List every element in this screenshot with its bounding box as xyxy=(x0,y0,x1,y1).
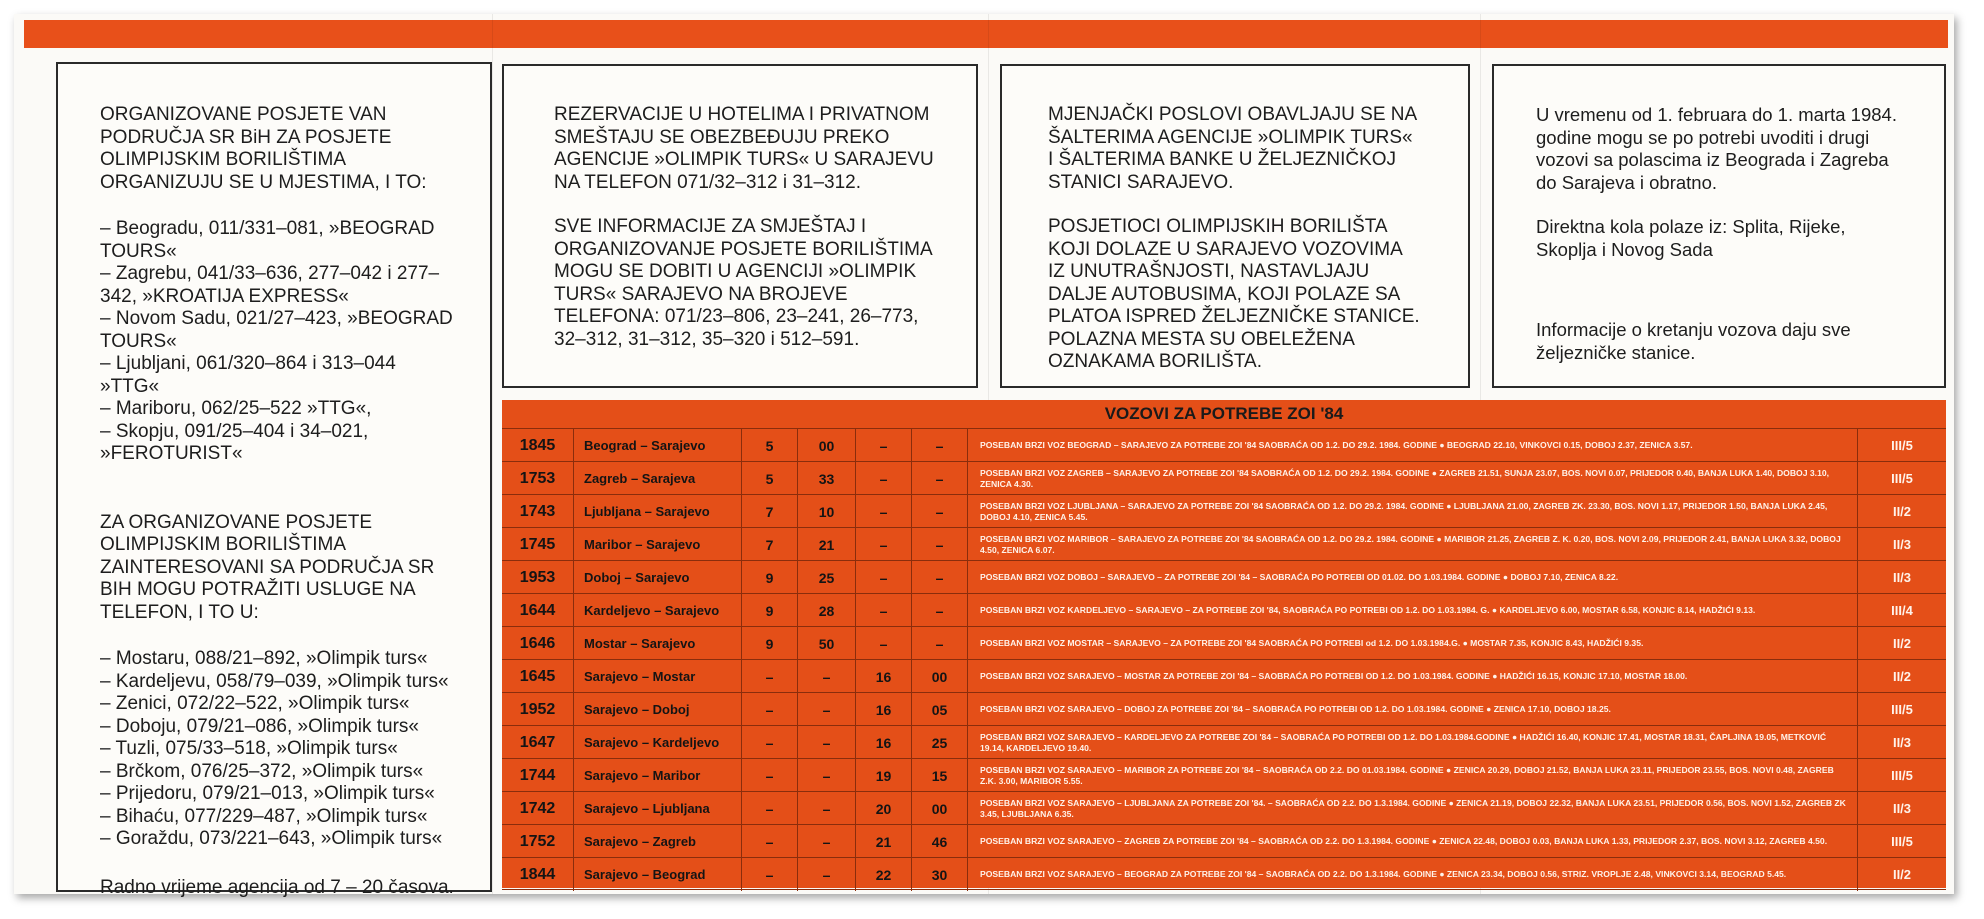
fold-line xyxy=(492,14,493,894)
departure-minute: 46 xyxy=(912,825,968,858)
table-row xyxy=(502,857,1946,890)
train-class: III/5 xyxy=(1891,471,1913,486)
departure-hour: – xyxy=(856,561,912,594)
extra-trains-text: U vremenu od 1. februara do 1. marta 1984. godine mogu se po potrebi uvoditi i drugi vozovi sa polascima iz Beograda i Zagreba do Sarajeva i obratno. xyxy=(1536,104,1897,193)
train-class: II/2 xyxy=(1892,669,1912,684)
brochure-sheet xyxy=(14,14,1954,898)
departure-hour: 16 xyxy=(856,726,912,759)
departure-minute: 00 xyxy=(912,792,968,825)
departure-hour: 19 xyxy=(856,759,912,792)
train-class: II/3 xyxy=(1892,570,1912,585)
route-name: Sarajevo – Kardeljevo xyxy=(574,726,742,759)
arrival-minute: – xyxy=(798,759,856,792)
route-name: Maribor – Sarajevo xyxy=(574,528,742,561)
arrival-hour: – xyxy=(742,693,798,726)
arrival-minute: – xyxy=(798,858,856,891)
list-item: – Brčkom, 076/25–372, »Olimpik turs« xyxy=(100,760,424,782)
list-item: – Bihaću, 077/229–487, »Olimpik turs« xyxy=(100,805,428,827)
route-name: Sarajevo – Maribor xyxy=(574,759,742,792)
train-number: 1745 xyxy=(502,528,574,561)
arrival-minute: – xyxy=(798,660,856,693)
route-name: Beograd – Sarajevo xyxy=(574,429,742,462)
train-number: 1742 xyxy=(502,792,574,825)
table-row xyxy=(502,560,1946,593)
train-number: 1744 xyxy=(502,759,574,792)
train-class: III/4 xyxy=(1891,603,1913,618)
train-number: 1645 xyxy=(502,660,574,693)
train-class: II/3 xyxy=(1892,735,1912,750)
list-item: – Beogradu, 011/331–081, »BEOGRAD TOURS« xyxy=(100,218,435,262)
train-class: II/2 xyxy=(1892,636,1912,651)
table-row xyxy=(502,593,1946,626)
arrival-minute: 28 xyxy=(798,594,856,627)
panel-organized-visits xyxy=(56,62,492,898)
list-item: – Tuzli, 075/33–518, »Olimpik turs« xyxy=(100,738,398,759)
departure-hour: – xyxy=(856,528,912,561)
list-item: – Mostaru, 088/21–892, »Olimpik turs« xyxy=(100,648,428,669)
train-class: III/5 xyxy=(1891,834,1913,849)
intro-text-bih: ZA ORGANIZOVANE POSJETE OLIMPIJSKIM BORILIŠTIMA ZAINTERESOVANI SA PODRUČJA SR BIH MOGU POTRAŽITI USLUGE NA TELEFON, I TO U: xyxy=(100,511,435,623)
direct-cars-text: Direktna kola polaze iz: Splita, Rijeke, Skoplja i Novog Sada xyxy=(1536,216,1846,260)
route-name: Kardeljevo – Sarajevo xyxy=(574,594,742,627)
departure-hour: 22 xyxy=(856,858,912,891)
list-item: – Kardeljevu, 058/79–039, »Olimpik turs« xyxy=(100,670,449,692)
list-item: – Novom Sadu, 021/27–423, »BEOGRAD TOURS« xyxy=(100,308,453,352)
train-number: 1743 xyxy=(502,495,574,528)
train-timetable xyxy=(502,400,1946,888)
intro-text: ORGANIZOVANE POSJETE VAN PODRUČJA SR BiH ZA POSJETE OLIMPIJSKIM BORILIŠTIMA ORGANIZUJU SE U MJESTIMA, I TO: xyxy=(100,104,427,193)
departure-minute: – xyxy=(912,462,968,495)
train-description: POSEBAN BRZI VOZ SARAJEVO – MOSTAR ZA POTREBE ZOI '84 – SAOBRAĆA PO POTREBI OD 1.2. DO 1.03.1984. GODINE ● HADŽIĆI 16.15, KONJIC 17.10, MOSTAR 18.00. xyxy=(968,660,1858,693)
departure-hour: – xyxy=(856,594,912,627)
arrival-hour: – xyxy=(742,858,798,891)
table-row xyxy=(502,725,1946,758)
list-item: – Doboju, 079/21–086, »Olimpik turs« xyxy=(100,715,419,737)
train-number: 1644 xyxy=(502,594,574,627)
train-class: II/2 xyxy=(1892,867,1912,882)
table-row xyxy=(502,659,1946,692)
departure-minute: – xyxy=(912,594,968,627)
arrival-minute: 50 xyxy=(798,627,856,660)
departure-minute: – xyxy=(912,528,968,561)
working-hours: Radno vrijeme agencija od 7 – 20 časova. xyxy=(100,876,454,898)
arrival-hour: 5 xyxy=(742,429,798,462)
train-number: 1752 xyxy=(502,825,574,858)
route-name: Sarajevo – Doboj xyxy=(574,693,742,726)
timetable-title: VOZOVI ZA POTREBE ZOI '84 xyxy=(1104,404,1344,423)
arrival-hour: 9 xyxy=(742,561,798,594)
list-item: – Ljubljani, 061/320–864 i 313–044 »TTG« xyxy=(100,353,396,397)
departure-hour: 20 xyxy=(856,792,912,825)
train-class: II/3 xyxy=(1892,801,1912,816)
list-item: – Mariboru, 062/25–522 »TTG«, xyxy=(100,398,372,419)
train-class: III/5 xyxy=(1891,768,1913,783)
route-name: Sarajevo – Mostar xyxy=(574,660,742,693)
train-description: POSEBAN BRZI VOZ SARAJEVO – KARDELJEVO ZA POTREBE ZOI '84 – SAOBRAĆA PO POTREBI OD 1.2. DO 1.03.1984.GODINE ● HADŽIĆI 16.40, KONJIC 17.41, MOSTAR 18.31, ČAPLJINA 19.05, METKOVIĆ 19.14, KARDELJEVO 19.40. xyxy=(968,726,1858,759)
train-description: POSEBAN BRZI VOZ SARAJEVO – ZAGREB ZA POTREBE ZOI '84 – SAOBRAĆA OD 2.2. DO 1.3.1984. GODINE ● ZENICA 22.48, DOBOJ 0.03, BANJA LUKA 1.33, PRIJEDOR 2.37, BOS. NOVI 3.12, ZAGREB 4.50. xyxy=(968,825,1858,858)
train-description: POSEBAN BRZI VOZ SARAJEVO – LJUBLJANA ZA POTREBE ZOI '84. – SAOBRAĆA OD 2.2. DO 1.3.1984. GODINE ● ZENICA 21.19, DOBOJ 22.32, BANJA LUKA 23.51, PRIJEDOR 0.56, BOS. NOVI 1.52, ZAGREB ZK 3.45, LJUBLJANA 6.35. xyxy=(968,792,1858,825)
departure-hour: 21 xyxy=(856,825,912,858)
list-item: – Goraždu, 073/221–643, »Olimpik turs« xyxy=(100,828,443,849)
panel-exchange xyxy=(1000,64,1470,388)
route-name: Mostar – Sarajevo xyxy=(574,627,742,660)
train-description: POSEBAN BRZI VOZ BEOGRAD – SARAJEVO ZA POTREBE ZOI '84 SAOBRAĆA OD 1.2. DO 29.2. 1984. GODINE ● BEOGRAD 22.10, VINKOVCI 0.15, DOBOJ 2.37, ZENICA 3.57. xyxy=(968,429,1858,462)
table-row xyxy=(502,692,1946,725)
departure-hour: – xyxy=(856,627,912,660)
departure-minute: – xyxy=(912,561,968,594)
list-item: – Zagrebu, 041/33–636, 277–042 i 277–342, »KROATIJA EXPRESS« xyxy=(100,263,440,307)
departure-minute: 15 xyxy=(912,759,968,792)
departure-minute: 05 xyxy=(912,693,968,726)
train-number: 1647 xyxy=(502,726,574,759)
train-description: POSEBAN BRZI VOZ MOSTAR – SARAJEVO – ZA POTREBE ZOI '84 SAOBRAĆA PO POTREBI od 1.2. DO 1.03.1984.G. ● MOSTAR 7.35, KONJIC 8.43, HADŽIĆI 9.35. xyxy=(968,627,1858,660)
table-row xyxy=(502,824,1946,857)
arrival-minute: – xyxy=(798,726,856,759)
departure-minute: 25 xyxy=(912,726,968,759)
departure-hour: 16 xyxy=(856,660,912,693)
arrival-minute: 33 xyxy=(798,462,856,495)
train-class: II/3 xyxy=(1892,537,1912,552)
arrival-hour: 7 xyxy=(742,495,798,528)
list-item: – Skopju, 091/25–404 i 34–021, »FEROTURIST« xyxy=(100,420,369,464)
table-row xyxy=(502,791,1946,824)
departure-minute: – xyxy=(912,429,968,462)
reservation-text: REZERVACIJE U HOTELIMA I PRIVATNOM SMEŠTAJU SE OBEZBEĐUJU PREKO AGENCIJE »OLIMPIK TURS« U SARAJEVU NA TELEFON 071/32–312 i 31–312. xyxy=(554,104,934,193)
timetable-grid xyxy=(502,428,1946,890)
table-row xyxy=(502,758,1946,791)
arrival-hour: – xyxy=(742,660,798,693)
departure-minute: 00 xyxy=(912,660,968,693)
train-class: III/5 xyxy=(1891,438,1913,453)
train-number: 1952 xyxy=(502,693,574,726)
arrival-hour: 7 xyxy=(742,528,798,561)
table-row xyxy=(502,461,1946,494)
arrival-hour: 9 xyxy=(742,594,798,627)
arrival-hour: 9 xyxy=(742,627,798,660)
train-description: POSEBAN BRZI VOZ SARAJEVO – DOBOJ ZA POTREBE ZOI '84 – SAOBRAĆA PO POTREBI OD 1.2. DO 1.03.1984. GODINE ● ZENICA 17.10, DOBOJ 18.25. xyxy=(968,693,1858,726)
bih-city-list xyxy=(100,648,456,851)
exchange-text: MJENJAČKI POSLOVI OBAVLJAJU SE NA ŠALTERIMA AGENCIJE »OLIMPIK TURS« I ŠALTERIMA BANKE U ŽELJEZNIČKOJ STANICI SARAJEVO. xyxy=(1048,104,1417,193)
train-description: POSEBAN BRZI VOZ LJUBLJANA – SARAJEVO ZA POTREBE ZOI '84 SAOBRAĆA OD 1.2. DO 29.2. 1984. GODINE ● LJUBLJANA 21.00, ZAGREB ZK. 23.30, BOS. NOVI 1.17, PRIJEDOR 1.50, BANJA LUKA 2.45, DOBOJ 4.10, ZENICA 5.45. xyxy=(968,495,1858,528)
train-number: 1844 xyxy=(502,858,574,891)
arrival-minute: 10 xyxy=(798,495,856,528)
route-name: Doboj – Sarajevo xyxy=(574,561,742,594)
route-name: Sarajevo – Ljubljana xyxy=(574,792,742,825)
city-list xyxy=(100,218,456,466)
info-text: SVE INFORMACIJE ZA SMJEŠTAJ I ORGANIZOVANJE POSJETE BORILIŠTIMA MOGU SE DOBITI U AGENCIJI »OLIMPIK TURS« SARAJEVO NA BROJEVE TELEFONA: 071/23–806, 23–241, 26–773, 32–312, 31–312, 35–320 i 512–591. xyxy=(554,216,932,350)
route-name: Zagreb – Sarajeva xyxy=(574,462,742,495)
train-number: 1953 xyxy=(502,561,574,594)
panel-reservations xyxy=(502,64,978,388)
departure-minute: 30 xyxy=(912,858,968,891)
arrival-minute: – xyxy=(798,792,856,825)
visitors-text: POSJETIOCI OLIMPIJSKIH BORILIŠTA KOJI DOLAZE U SARAJEVO VOZOVIMA IZ UNUTRAŠNJOSTI, NASTAVLJAJU DALJE AUTOBUSIMA, KOJI POLAZE SA PLATOA ISPRED ŽELJEZNIČKE STANICE. POLAZNA MESTA SU OBELEŽENA OZNAKAMA BORILIŠTA. xyxy=(1048,216,1420,372)
train-description: POSEBAN BRZI VOZ DOBOJ – SARAJEVO – ZA POTREBE ZOI '84 – SAOBRAĆA PO POTREBI OD 01.02. DO 1.03.1984. GODINE ● DOBOJ 7.10, ZENICA 8.22. xyxy=(968,561,1858,594)
arrival-minute: – xyxy=(798,825,856,858)
table-row xyxy=(502,626,1946,659)
arrival-hour: – xyxy=(742,726,798,759)
table-row xyxy=(502,428,1946,461)
arrival-minute: 00 xyxy=(798,429,856,462)
arrival-hour: – xyxy=(742,759,798,792)
departure-hour: 16 xyxy=(856,693,912,726)
arrival-minute: – xyxy=(798,693,856,726)
departure-minute: – xyxy=(912,495,968,528)
arrival-minute: 21 xyxy=(798,528,856,561)
train-class: III/5 xyxy=(1891,702,1913,717)
train-description: POSEBAN BRZI VOZ ZAGREB – SARAJEVO ZA POTREBE ZOI '84 SAOBRAĆA OD 1.2. DO 29.2. 1984. GODINE ● ZAGREB 21.51, SUNJA 23.07, BOS. NOVI 0.07, PRIJEDOR 0.40, BANJA LUKA 1.40, DOBOJ 3.10, ZENICA 4.30. xyxy=(968,462,1858,495)
departure-hour: – xyxy=(856,462,912,495)
arrival-minute: 25 xyxy=(798,561,856,594)
route-name: Sarajevo – Beograd xyxy=(574,858,742,891)
train-class: II/2 xyxy=(1892,504,1912,519)
train-number: 1753 xyxy=(502,462,574,495)
route-name: Sarajevo – Zagreb xyxy=(574,825,742,858)
departure-minute: – xyxy=(912,627,968,660)
list-item: – Zenici, 072/22–522, »Olimpik turs« xyxy=(100,693,410,714)
departure-hour: – xyxy=(856,495,912,528)
top-orange-band xyxy=(24,20,1948,48)
departure-hour: – xyxy=(856,429,912,462)
arrival-hour: – xyxy=(742,825,798,858)
arrival-hour: 5 xyxy=(742,462,798,495)
train-number: 1845 xyxy=(502,429,574,462)
train-description: POSEBAN BRZI VOZ KARDELJEVO – SARAJEVO – ZA POTREBE ZOI '84, SAOBRAĆA PO POTREBI OD 1.2. DO 1.03.1984. G. ● KARDELJEVO 6.00, MOSTAR 6.58, KONJIC 8.14, HADŽIĆI 9.13. xyxy=(968,594,1858,627)
train-number: 1646 xyxy=(502,627,574,660)
table-row xyxy=(502,527,1946,560)
arrival-hour: – xyxy=(742,792,798,825)
train-description: POSEBAN BRZI VOZ SARAJEVO – MARIBOR ZA POTREBE ZOI '84 – SAOBRAĆA OD 2.2. DO 01.03.1984. GODINE ● ZENICA 20.29, DOBOJ 21.52, BANJA LUKA 23.11, PRIJEDOR 23.55, BOS. NOVI 0.48, ZAGREB Z.K. 3.00, MARIBOR 5.55. xyxy=(968,759,1858,792)
station-info-text: Informacije o kretanju vozova daju sve željezničke stanice. xyxy=(1536,319,1851,363)
panel-train-info xyxy=(1492,64,1946,388)
list-item: – Prijedoru, 079/21–013, »Olimpik turs« xyxy=(100,783,435,804)
route-name: Ljubljana – Sarajevo xyxy=(574,495,742,528)
train-description: POSEBAN BRZI VOZ MARIBOR – SARAJEVO ZA POTREBE ZOI '84 SAOBRAĆA OD 1.2. DO 29.2. 1984. GODINE ● MARIBOR 21.25, ZAGREB Z. K. 0.20, BOS. NOVI 2.09, PRIJEDOR 2.41, BANJA LUKA 3.32, DOBOJ 4.50, ZENICA 6.07. xyxy=(968,528,1858,561)
train-description: POSEBAN BRZI VOZ SARAJEVO – BEOGRAD ZA POTREBE ZOI '84 – SAOBRAĆA OD 2.2. DO 1.3.1984. GODINE ● ZENICA 23.34, DOBOJ 0.56, STRIZ. VROPLJE 2.48, VINKOVCI 3.14, BEOGRAD 5.45. xyxy=(968,858,1858,891)
table-row xyxy=(502,494,1946,527)
